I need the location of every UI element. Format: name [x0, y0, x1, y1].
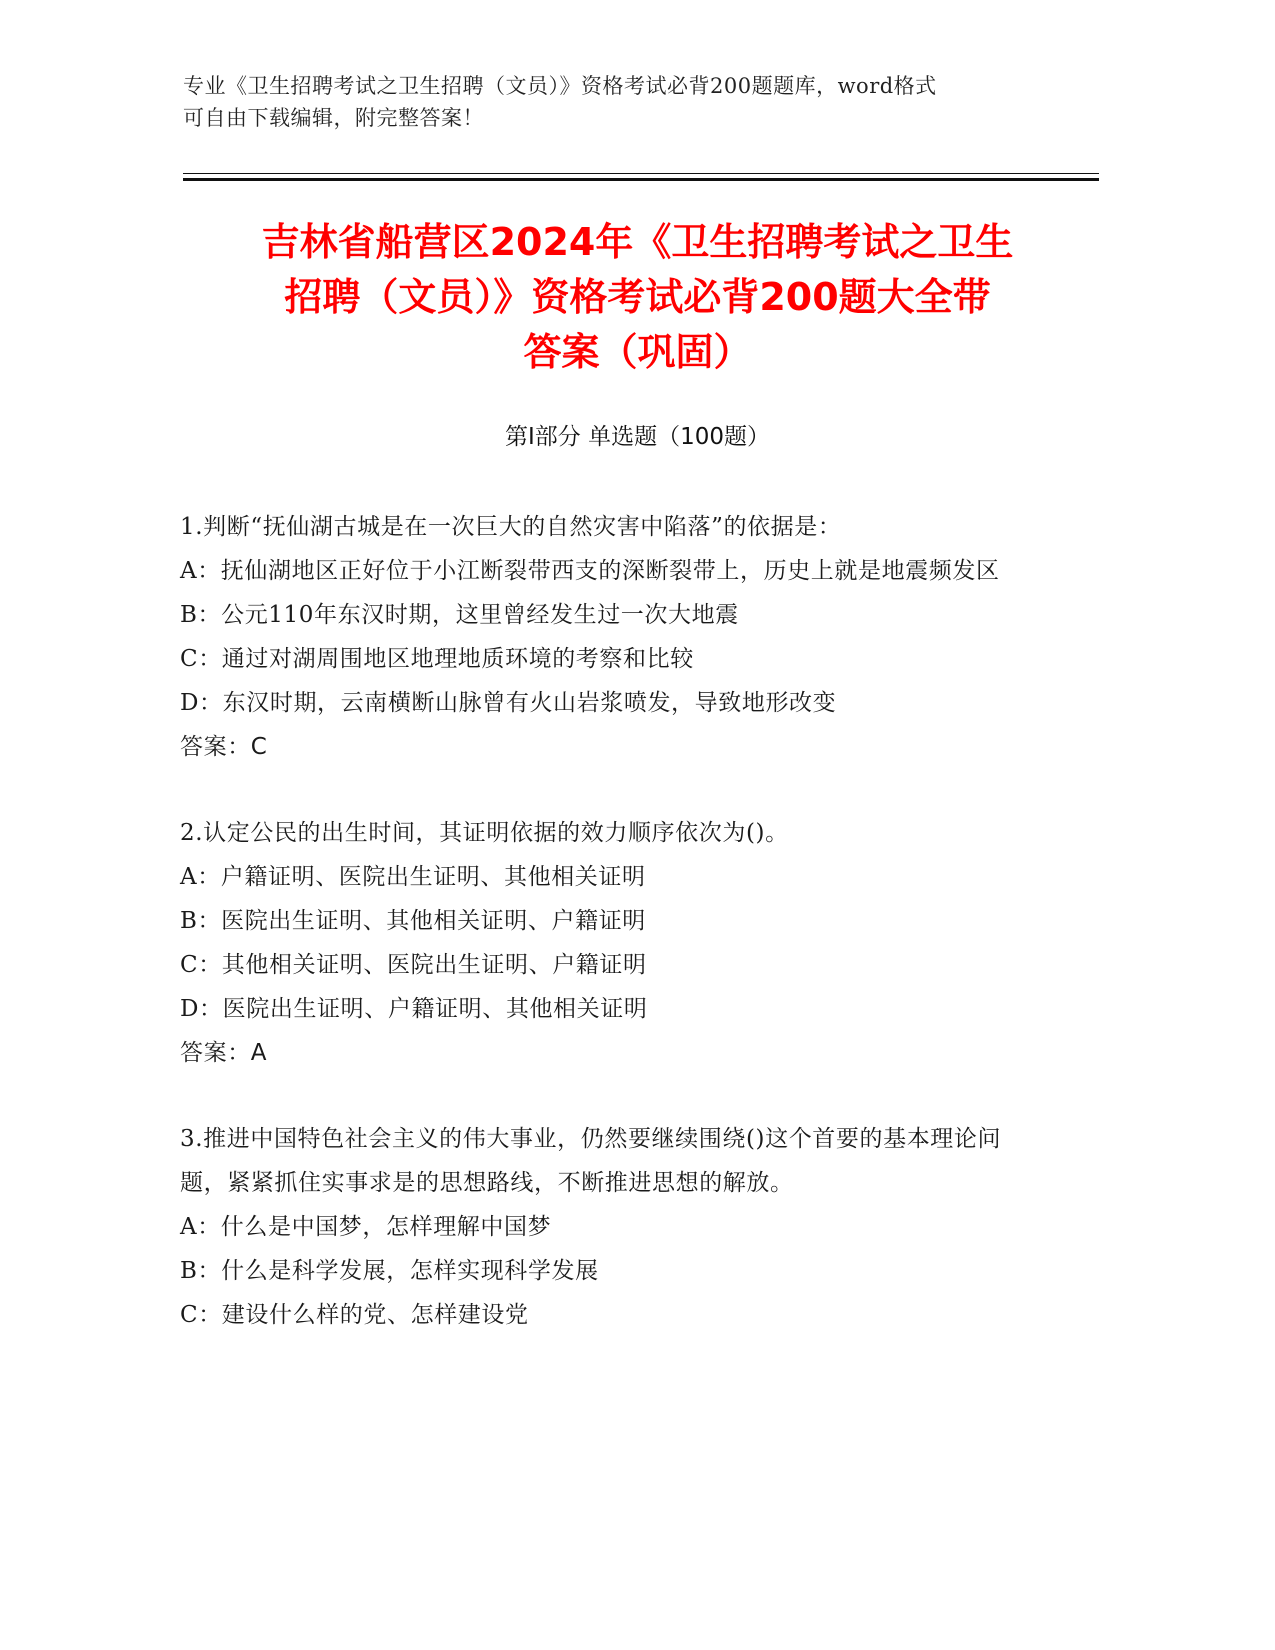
option-c: C：其他相关证明、医院出生证明、户籍证明 [180, 952, 647, 978]
question-stem: 3.推进中国特色社会主义的伟大事业，仍然要继续围绕()这个首要的基本理论问题，紧紧抓住实事求是的思想路线，不断推进思想的解放。 [180, 1126, 1002, 1196]
question-2 [180, 811, 1040, 1075]
header-rule-thick [183, 178, 1099, 181]
title-line-3: 答案（巩固） [523, 330, 752, 374]
section-heading: 第Ⅰ部分 单选题（100题） [505, 424, 770, 450]
question-stem: 2.认定公民的出生时间，其证明依据的效力顺序依次为()。 [180, 820, 789, 846]
answer-line: 答案：A [180, 1040, 268, 1066]
option-d: D：医院出生证明、户籍证明、其他相关证明 [180, 996, 648, 1022]
option-b: B：医院出生证明、其他相关证明、户籍证明 [180, 908, 646, 934]
question-stem: 1.判断“抚仙湖古城是在一次巨大的自然灾害中陷落”的依据是： [180, 514, 842, 540]
header-note-line-2: 可自由下载编辑，附完整答案！ [183, 106, 484, 130]
title-line-2: 招聘（文员）》资格考试必背200题大全带 [284, 275, 991, 319]
answer-line: 答案：C [180, 734, 268, 760]
option-c: C：通过对湖周围地区地理地质环境的考察和比较 [180, 646, 694, 672]
option-c: C：建设什么样的党、怎样建设党 [180, 1302, 529, 1328]
option-b: B：公元110年东汉时期，这里曾经发生过一次大地震 [180, 602, 739, 628]
option-a: A：抚仙湖地区正好位于小江断裂带西支的深断裂带上，历史上就是地震频发区 [180, 558, 1000, 584]
option-a: A：什么是中国梦，怎样理解中国梦 [180, 1214, 552, 1240]
header-note [183, 70, 1063, 134]
question-1 [180, 505, 1040, 769]
header-note-line-1: 专业《卫生招聘考试之卫生招聘（文员）》资格考试必背200题题库，word格式 [183, 74, 937, 98]
question-3 [180, 1117, 1040, 1337]
header-rule-thin [183, 173, 1099, 174]
question-list [180, 505, 1040, 1379]
option-b: B：什么是科学发展，怎样实现科学发展 [180, 1258, 599, 1284]
option-d: D：东汉时期，云南横断山脉曾有火山岩浆喷发，导致地形改变 [180, 690, 837, 716]
option-a: A：户籍证明、医院出生证明、其他相关证明 [180, 864, 646, 890]
document-title [150, 215, 1125, 380]
title-line-1: 吉林省船营区2024年《卫生招聘考试之卫生 [261, 220, 1014, 264]
